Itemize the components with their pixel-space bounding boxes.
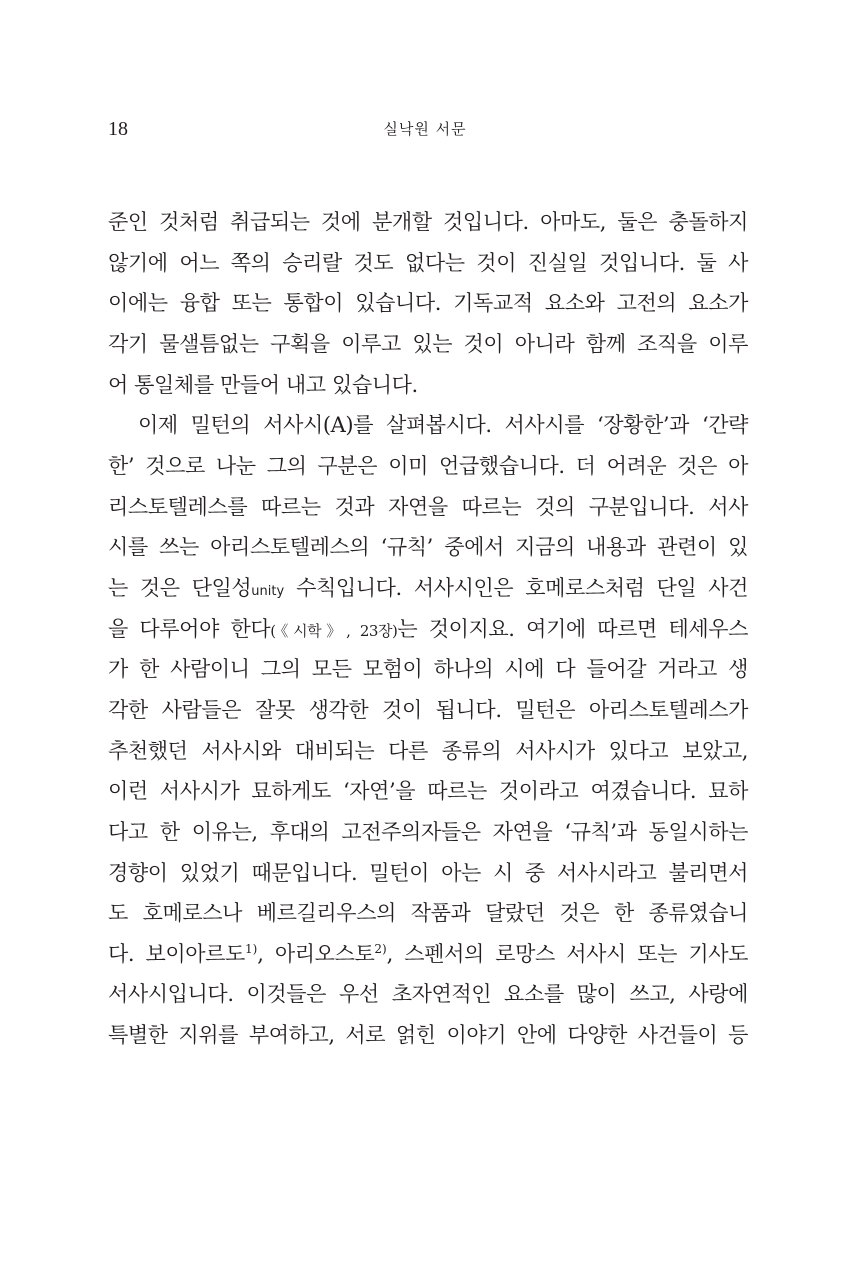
text-line: 어 통일체를 만들어 내고 있습니다. — [108, 372, 418, 397]
text-line — [108, 609, 748, 650]
running-title: 실낙원 서문 — [383, 120, 467, 138]
text-line — [108, 568, 748, 609]
text-line: 추천했던 서사시와 대비되는 다른 종류의 서사시가 있다고 보았고, — [108, 738, 748, 763]
text-line: 각기 물샐틈없는 구획을 이루고 있는 것이 아니라 함께 조직을 이루 — [108, 331, 748, 356]
text-segment: , 아리오스토 — [257, 941, 375, 966]
text-line: 각한 사람들은 잘못 생각한 것이 됩니다. 밀턴은 아리스토텔레스가 — [108, 697, 748, 722]
text-line: 이에는 융합 또는 통합이 있습니다. 기독교적 요소와 고전의 요소가 — [108, 291, 748, 316]
body-text — [108, 202, 748, 1056]
text-segment: , 스펜서의 로망스 서사시 또는 기사도 — [386, 941, 748, 966]
text-line: 경향이 있었기 때문입니다. 밀턴이 아는 시 중 서사시라고 불리면서 — [108, 860, 748, 885]
citation: (《시학》, 23장) — [270, 621, 398, 640]
text-line: 다고 한 이유는, 후대의 고전주의자들은 자연을 ‘규칙’과 동일시하는 — [108, 819, 748, 844]
page-header — [0, 114, 850, 144]
text-segment: 는 것은 단일성 — [108, 575, 252, 600]
text-segment: 을 다루어야 한다 — [108, 616, 271, 641]
text-line: 특별한 지위를 부여하고, 서로 얽힌 이야기 안에 다양한 사건들이 등 — [108, 1023, 748, 1048]
text-segment: 는 것이지요. 여기에 따르면 테세우스 — [397, 616, 748, 641]
footnote-marker[interactable]: 1) — [244, 941, 258, 956]
page-number: 18 — [108, 118, 128, 140]
text-segment: 다. 보이아르도 — [108, 941, 245, 966]
text-line: 시를 쓰는 아리스토텔레스의 ‘규칙’ 중에서 지금의 내용과 관련이 있 — [108, 535, 748, 560]
text-line: 리스토텔레스를 따르는 것과 자연을 따르는 것의 구분입니다. 서사 — [108, 494, 748, 519]
text-line: 도 호메로스나 베르길리우스의 작품과 달랐던 것은 한 종류였습니 — [108, 901, 748, 926]
text-line: 준인 것처럼 취급되는 것에 분개할 것입니다. 아마도, 둘은 충돌하지 — [108, 210, 748, 234]
text-line: 이제 밀턴의 서사시(A)를 살펴봅시다. 서사시를 ‘장황한’과 ‘간략 — [138, 413, 748, 438]
footnote-marker[interactable]: 2) — [374, 941, 387, 956]
text-line: 가 한 사람이니 그의 모든 모험이 하나의 시에 다 들어갈 거라고 생 — [108, 657, 748, 682]
unity-gloss: unity — [251, 583, 285, 599]
text-line: 한’ 것으로 나눈 그의 구분은 이미 언급했습니다. 더 어려운 것은 아 — [108, 453, 748, 478]
text-line — [108, 934, 748, 975]
text-segment: 수칙입니다. 서사시인은 호메로스처럼 단일 사건 — [284, 575, 748, 600]
text-line: 않기에 어느 쪽의 승리랄 것도 없다는 것이 진실일 것입니다. 둘 사 — [108, 250, 748, 275]
text-line: 이런 서사시가 묘하게도 ‘자연’을 따르는 것이라고 여겼습니다. 묘하 — [108, 779, 748, 804]
text-line: 서사시입니다. 이것들은 우선 초자연적인 요소를 많이 쓰고, 사랑에 — [108, 982, 748, 1007]
